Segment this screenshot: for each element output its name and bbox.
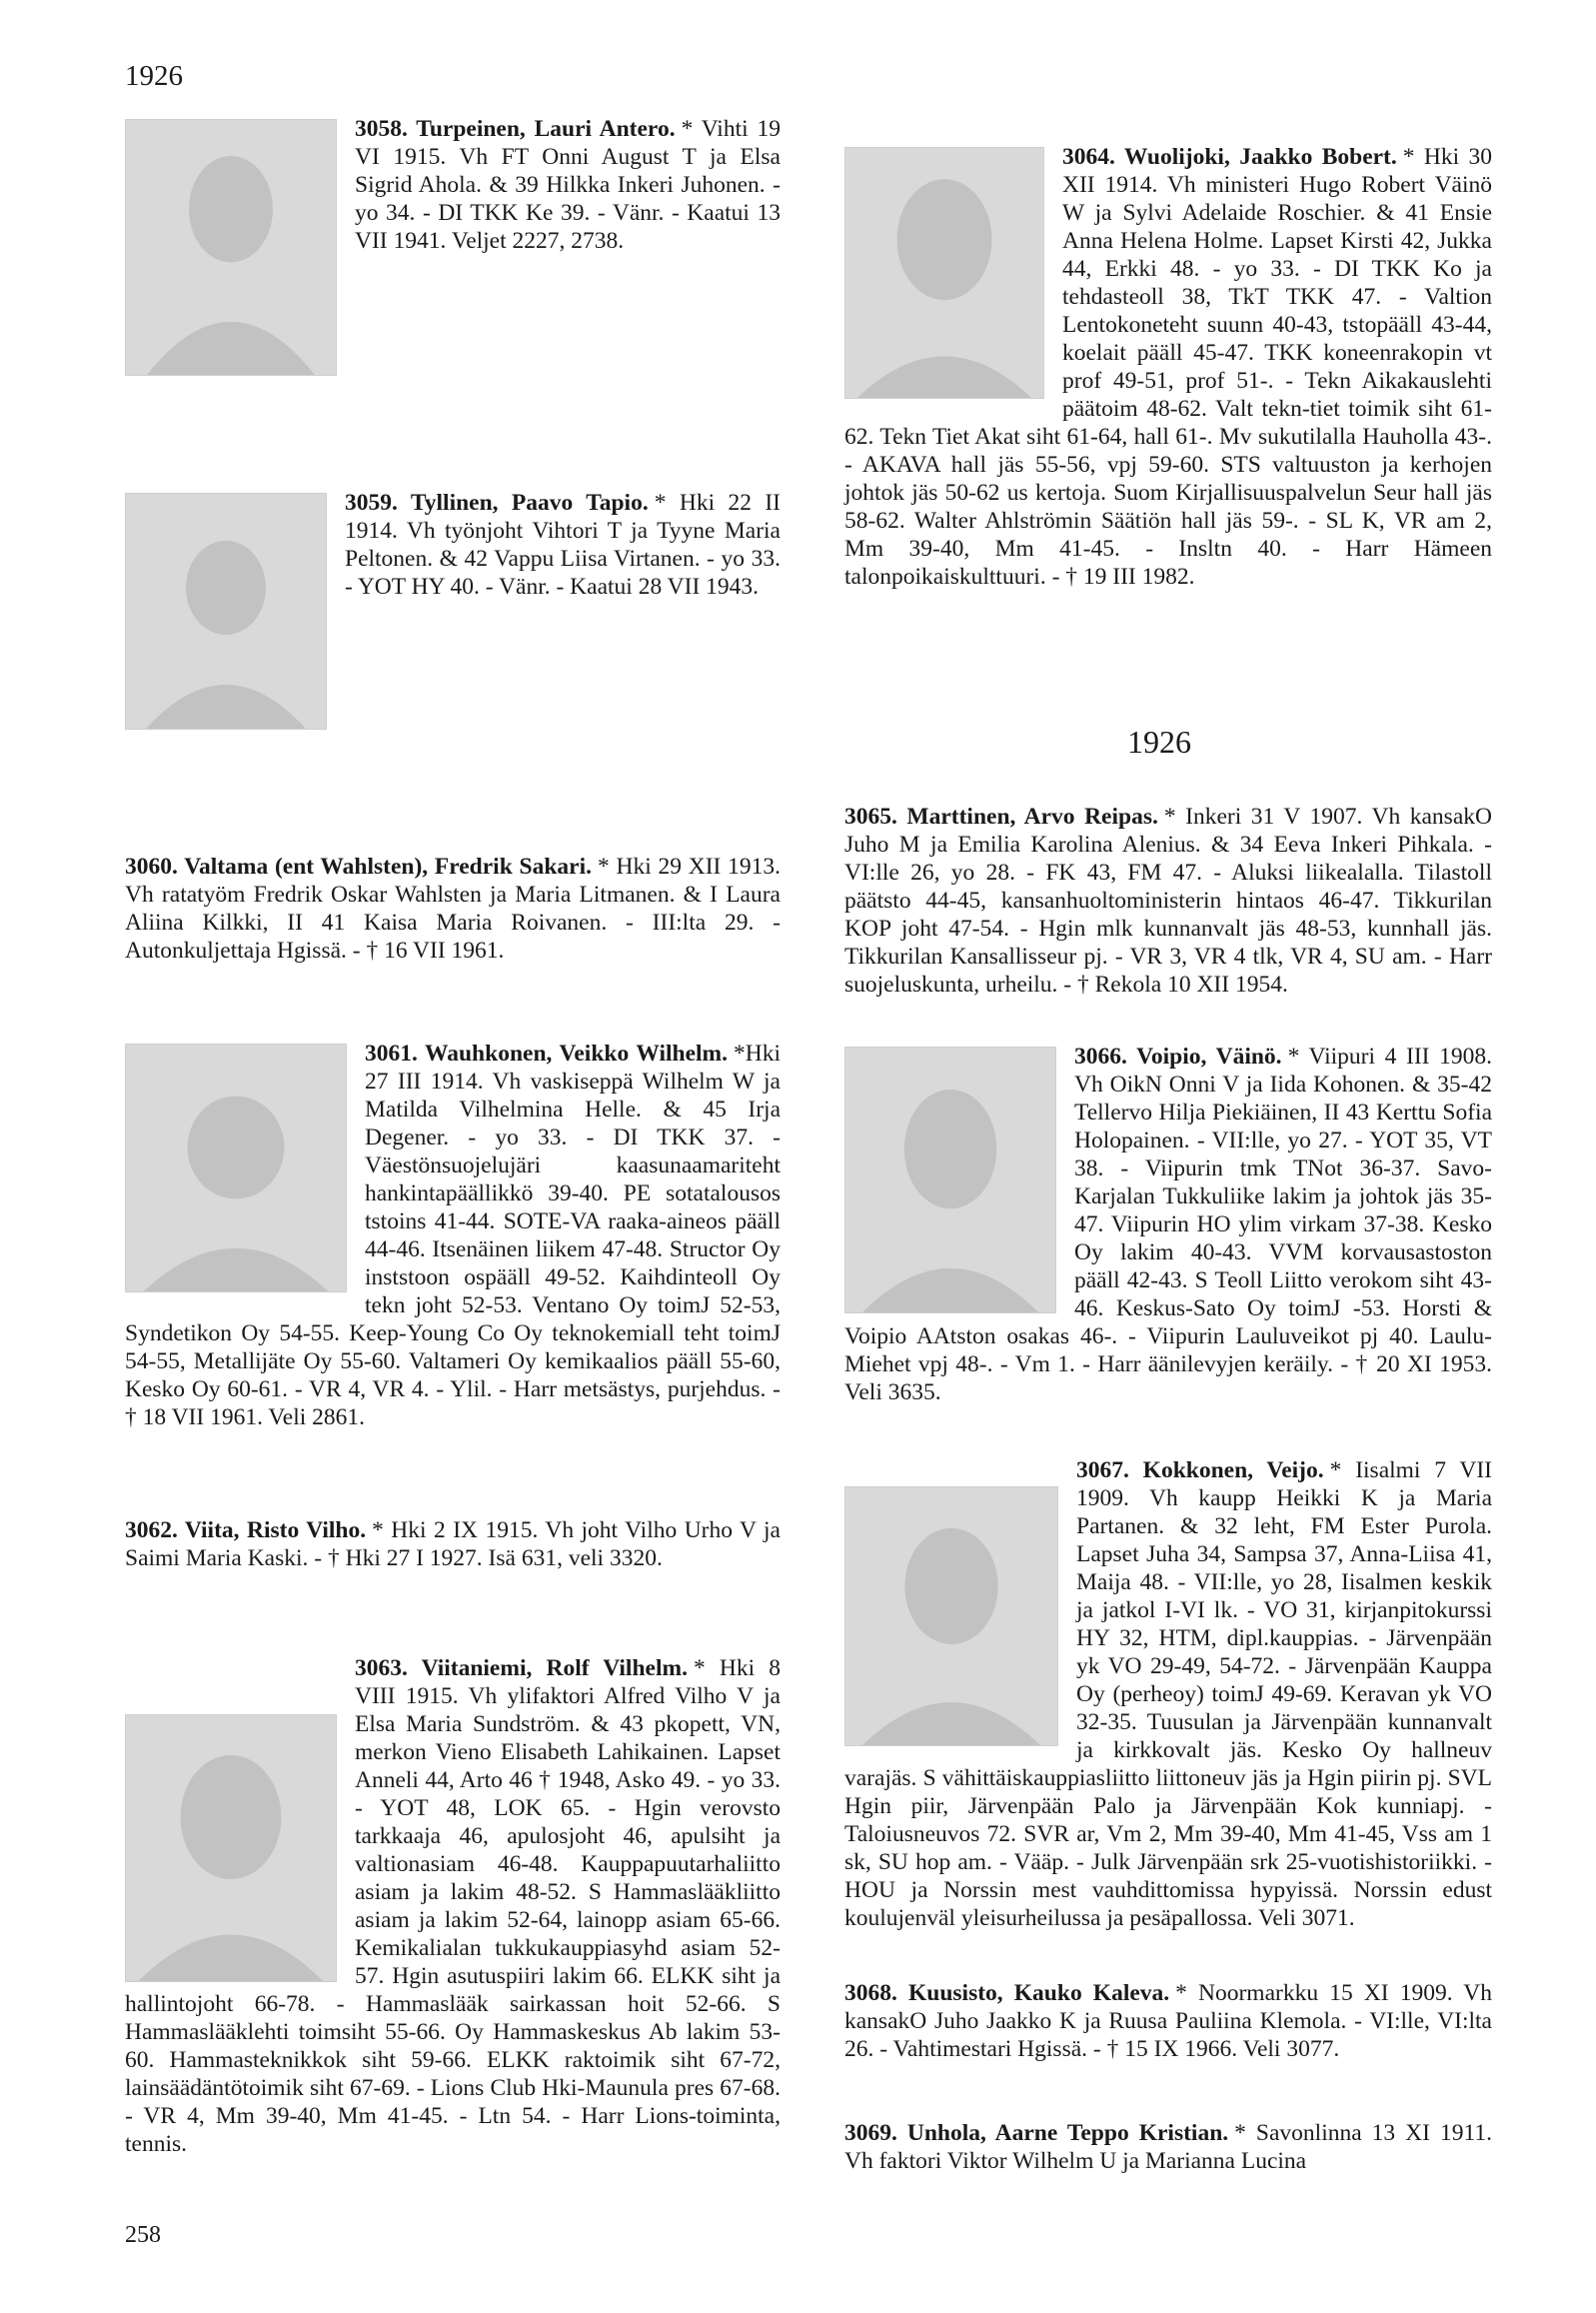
entry-text: * Iisalmi 7 VII 1909. Vh kaupp Heikki K ja Maria Partanen. & 32 leht, FM Ester Purola. Lapset Juha 34, Sampsa 37, Anna-Liisa 41, Maija 48. - VII:lle, yo 28, Iisalmen keskik ja jatkol I-VI lk. - VO 31, kirjanpitokurssi HY 32, HTM, dipl.kauppias. - Järvenpään yk VO 29-49, 54-72. - Järvenpään Kauppa Oy (perheoy) toimJ 49-69. Keravan yk VO 32-35. Tuusulan ja Järvenpään kunnanvalt ja kirkkovalt jäs. Kesko Oy hallneuv varajäs. S vähittäiskauppiasliitto liittoneuv jäs ja Hgin piirin pj. SVL Hgin piir, Järvenpään Palo ja Järvenpään Kok kunniapj. - Taloiusneuvos 72. SVR ar, Vm 2, Mm 39-40, Mm 41-45, Vss am 1 sk, SU hop am. - Vääp. - Julk Järvenpään srk 25-vuotishistoriikki. - HOU ja Norssin mest vauhdittomissa hypyissä. Norssin edust koulujenväl yleisurheilussa ja pesäpallossa. Veli 3071. bbox=[844, 1457, 1492, 1931]
entry-text: * Hki 22 II 1914. Vh työnjoht Vihtori T ja Tyyne Maria Peltonen. & 42 Vappu Liisa Virtanen. - yo 33. - YOT HY 40. - Vänr. - Kaatui 28 VII 1943. bbox=[345, 490, 781, 600]
entry-title: 3063. Viitaniemi, Rolf Vilhelm. bbox=[355, 1655, 688, 1681]
entry-title: 3065. Marttinen, Arvo Reipas. bbox=[844, 804, 1158, 830]
portrait-photo bbox=[844, 1486, 1058, 1746]
entry-3058 bbox=[125, 115, 781, 382]
entry-text: *Hki 27 III 1914. Vh vaskiseppä Wilhelm W ja Matilda Vilhelmina Helle. & 45 Irja Degener. - yo 33. - DI TKK 37. - Väestönsuojelujäri kaasunaamariteht hankintapäällikkö 39-40. PE sotatalousos tstoins 41-44. SOTE-VA raaka-aineos pääll 44-46. Itsenäinen liikem 47-48. Structor Oy inststoon ospääll 49-52. Kaihdinteoll Oy tekn joht 52-53. Ventano Oy toimJ 52-53, Syndetikon Oy 54-55. Keep-Young Co Oy teknokemiall teht toimJ 54-55, Metallijäte Oy 55-60. Valtameri Oy kemikaalios pääll 55-60, Kesko Oy 60-61. - VR 4, VR 4. - Ylil. - Harr metsästys, purjehdus. - † 18 VII 1961. Veli 2861. bbox=[125, 1041, 781, 1430]
entry-3068 bbox=[844, 1979, 1492, 2063]
page-number: 258 bbox=[125, 2222, 161, 2248]
entry-text: * Hki 29 XII 1913. Vh ratatyöm Fredrik Oskar Wahlsten ja Maria Litmanen. & I Laura Aliina Kilkki, II 41 Kaisa Maria Roivanen. - III:lta 29. - Autonkuljettaja Hgissä. - † 16 VII 1961. bbox=[125, 854, 781, 964]
entry-3065 bbox=[844, 803, 1492, 999]
entry-text: * Noormarkku 15 XI 1909. Vh kansakO Juho Jaakko K ja Ruusa Pauliina Klemola. - VI:lle, VI:lta 26. - Vahtimestari Hgissä. - † 15 IX 1966. Veli 3077. bbox=[844, 1980, 1492, 2062]
entry-text: * Hki 30 XII 1914. Vh ministeri Hugo Robert Väinö W ja Sylvi Adelaide Roschier. & 41 Ensie Anna Helena Holme. Lapset Kirsti 42, Jukka 44, Erkki 48. - yo 33. - DI TKK Ko ja tehdasteoll 38, TkT TKK 47. - Valtion Lentokoneteht suunn 40-43, tstopääll 43-44, koelait pääll 45-47. TKK koneenrakopin vt prof 49-51, prof 51-. - Tekn Aikakauslehti päätoim 48-62. Valt tekn-tiet toimik siht 61-62. Tekn Tiet Akat siht 61-64, hall 61-. Mv sukutilalla Hauholla 43-. - AKAVA hall jäs 55-56, vpj 59-60. STS valtuuston ja kerhojen johtok jäs 50-62 us kertoja. Suom Kirjallisuuspalvelun Seur hall jäs 58-62. Walter Ahlströmin Säätiön hall jäs 59-. - SL K, VR am 2, Mm 39-40, Mm 41-45. - Insltn 40. - Harr Hämeen talonpoikaiskulttuuri. - † 19 III 1982. bbox=[844, 144, 1493, 590]
entry-title: 3069. Unhola, Aarne Teppo Kristian. bbox=[844, 2120, 1229, 2146]
entry-text: * Inkeri 31 V 1907. Vh kansakO Juho M ja Emilia Karolina Alenius. & 34 Eeva Inkeri Pihkala. - VI:lle 26, yo 28. - FK 43, FM 47. - Aluksi liikealalla. Tilastoll päätsto 44-45, kansanhuoltoministerin hintaos 46-47. Tikkurilan KOP joht 47-54. - Hgin mlk kunnanvalt jäs 48-53, kunnhall jäs. Tikkurilan Kansallisseur pj. - VR 3, VR 4 tlk, VR 4, SU am. - Harr suojeluskunta, urheilu. - † Rekola 10 XII 1954. bbox=[844, 804, 1492, 998]
entry-text: * Savonlinna 13 XI 1911. Vh faktori Viktor Wilhelm U ja Marianna Lucina bbox=[844, 2120, 1492, 2174]
entry-title: 3067. Kokkonen, Veijo. bbox=[1076, 1457, 1324, 1483]
entry-3059 bbox=[125, 489, 781, 736]
entry-3064 bbox=[844, 143, 1492, 591]
entry-text: * Viipuri 4 III 1908. Vh OikN Onni V ja Iida Kohonen. & 35-42 Tellervo Hilja Piekiäinen, II 43 Kerttu Sofia Holopainen. - VII:lle, yo 27. - YOT 35, VT 38. - Viipurin tmk TNot 36-37. Savo-Karjalan Tukkuliike lakim ja johtok jäs 35-47. Viipurin HO ylim virkam 37-38. Kesko Oy lakim 40-43. VVM korvausastoston pääll 42-43. S Teoll Liitto verokom siht 43-46. Keskus-Sato Oy toimJ -53. Horsti & Voipio AAtston osakas 46-. - Viipurin Lauluveikot pj 40. Laulu-Miehet vpj 48-. - Vm 1. - Harr äänilevyjen keräily. - † 20 XI 1953. Veli 3635. bbox=[844, 1044, 1492, 1405]
entry-title: 3064. Wuolijoki, Jaakko Bobert. bbox=[1062, 144, 1397, 170]
entry-3062 bbox=[125, 1516, 781, 1572]
entry-3060 bbox=[125, 853, 781, 965]
entry-title: 3068. Kuusisto, Kauko Kaleva. bbox=[844, 1980, 1170, 2006]
entry-3069 bbox=[844, 2119, 1492, 2175]
entry-title: 3061. Wauhkonen, Veikko Wilhelm. bbox=[365, 1041, 728, 1067]
portrait-photo bbox=[125, 1714, 337, 1982]
entry-title: 3066. Voipio, Väinö. bbox=[1074, 1044, 1282, 1070]
page-year-mid: 1926 bbox=[1127, 724, 1191, 760]
entry-3061 bbox=[125, 1040, 781, 1431]
entry-title: 3060. Valtama (ent Wahlsten), Fredrik Sakari. bbox=[125, 854, 592, 880]
portrait-photo bbox=[125, 1044, 347, 1292]
entry-3063 bbox=[125, 1654, 781, 2158]
entry-title: 3062. Viita, Risto Vilho. bbox=[125, 1517, 367, 1543]
entry-title: 3059. Tyllinen, Paavo Tapio. bbox=[345, 490, 649, 516]
portrait-photo bbox=[125, 119, 337, 376]
entry-text: * Vihti 19 VI 1915. Vh FT Onni August T ja Elsa Sigrid Ahola. & 39 Hilkka Inkeri Juhonen. - yo 34. - DI TKK Ke 39. - Vänr. - Kaatui 13 VII 1941. Veljet 2227, 2738. bbox=[355, 116, 781, 254]
entry-3067 bbox=[844, 1456, 1492, 1932]
entry-3066 bbox=[844, 1043, 1492, 1406]
entry-title: 3058. Turpeinen, Lauri Antero. bbox=[355, 116, 676, 142]
portrait-photo bbox=[844, 1047, 1056, 1313]
entry-text: * Hki 8 VIII 1915. Vh ylifaktori Alfred Vilho V ja Elsa Maria Sundström. & 43 pkopett, VN, merkon Vieno Elisabeth Lahikainen. Lapset Anneli 44, Arto 46 † 1948, Asko 49. - yo 33. - YOT 48, LOK 65. - Hgin verovsto tarkkaaja 46, apulosjoht 46, apulsiht ja valtionasiam 46-48. Kauppapuutarhaliitto asiam ja lakim 48-52. S Hammaslääkliitto asiam ja lakim 52-64, lainopp asiam 65-66. Kemikalialan tukkukauppiasyhd asiam 52-57. Hgin asutuspiiri lakim 66. ELKK siht ja hallintojoht 66-78. - Hammaslääk sairkassan hoit 52-66. S Hammaslääklehti toimsiht 55-66. Oy Hammaskeskus Ab lakim 53-60. Hammasteknikkok siht 59-66. ELKK raktoimik siht 67-72, lainsäädäntötoimik siht 67-69. - Lions Club Hki-Maunula pres 67-68. - VR 4, Mm 39-40, Mm 41-45. - Ltn 54. - Harr Lions-toiminta, tennis. bbox=[125, 1655, 782, 2157]
portrait-photo bbox=[125, 493, 327, 730]
entry-text: * Hki 2 IX 1915. Vh joht Vilho Urho V ja Saimi Maria Kaski. - † Hki 27 I 1927. Isä 631, veli 3320. bbox=[125, 1517, 781, 1571]
page-year-top: 1926 bbox=[125, 60, 183, 92]
portrait-photo bbox=[844, 147, 1044, 399]
